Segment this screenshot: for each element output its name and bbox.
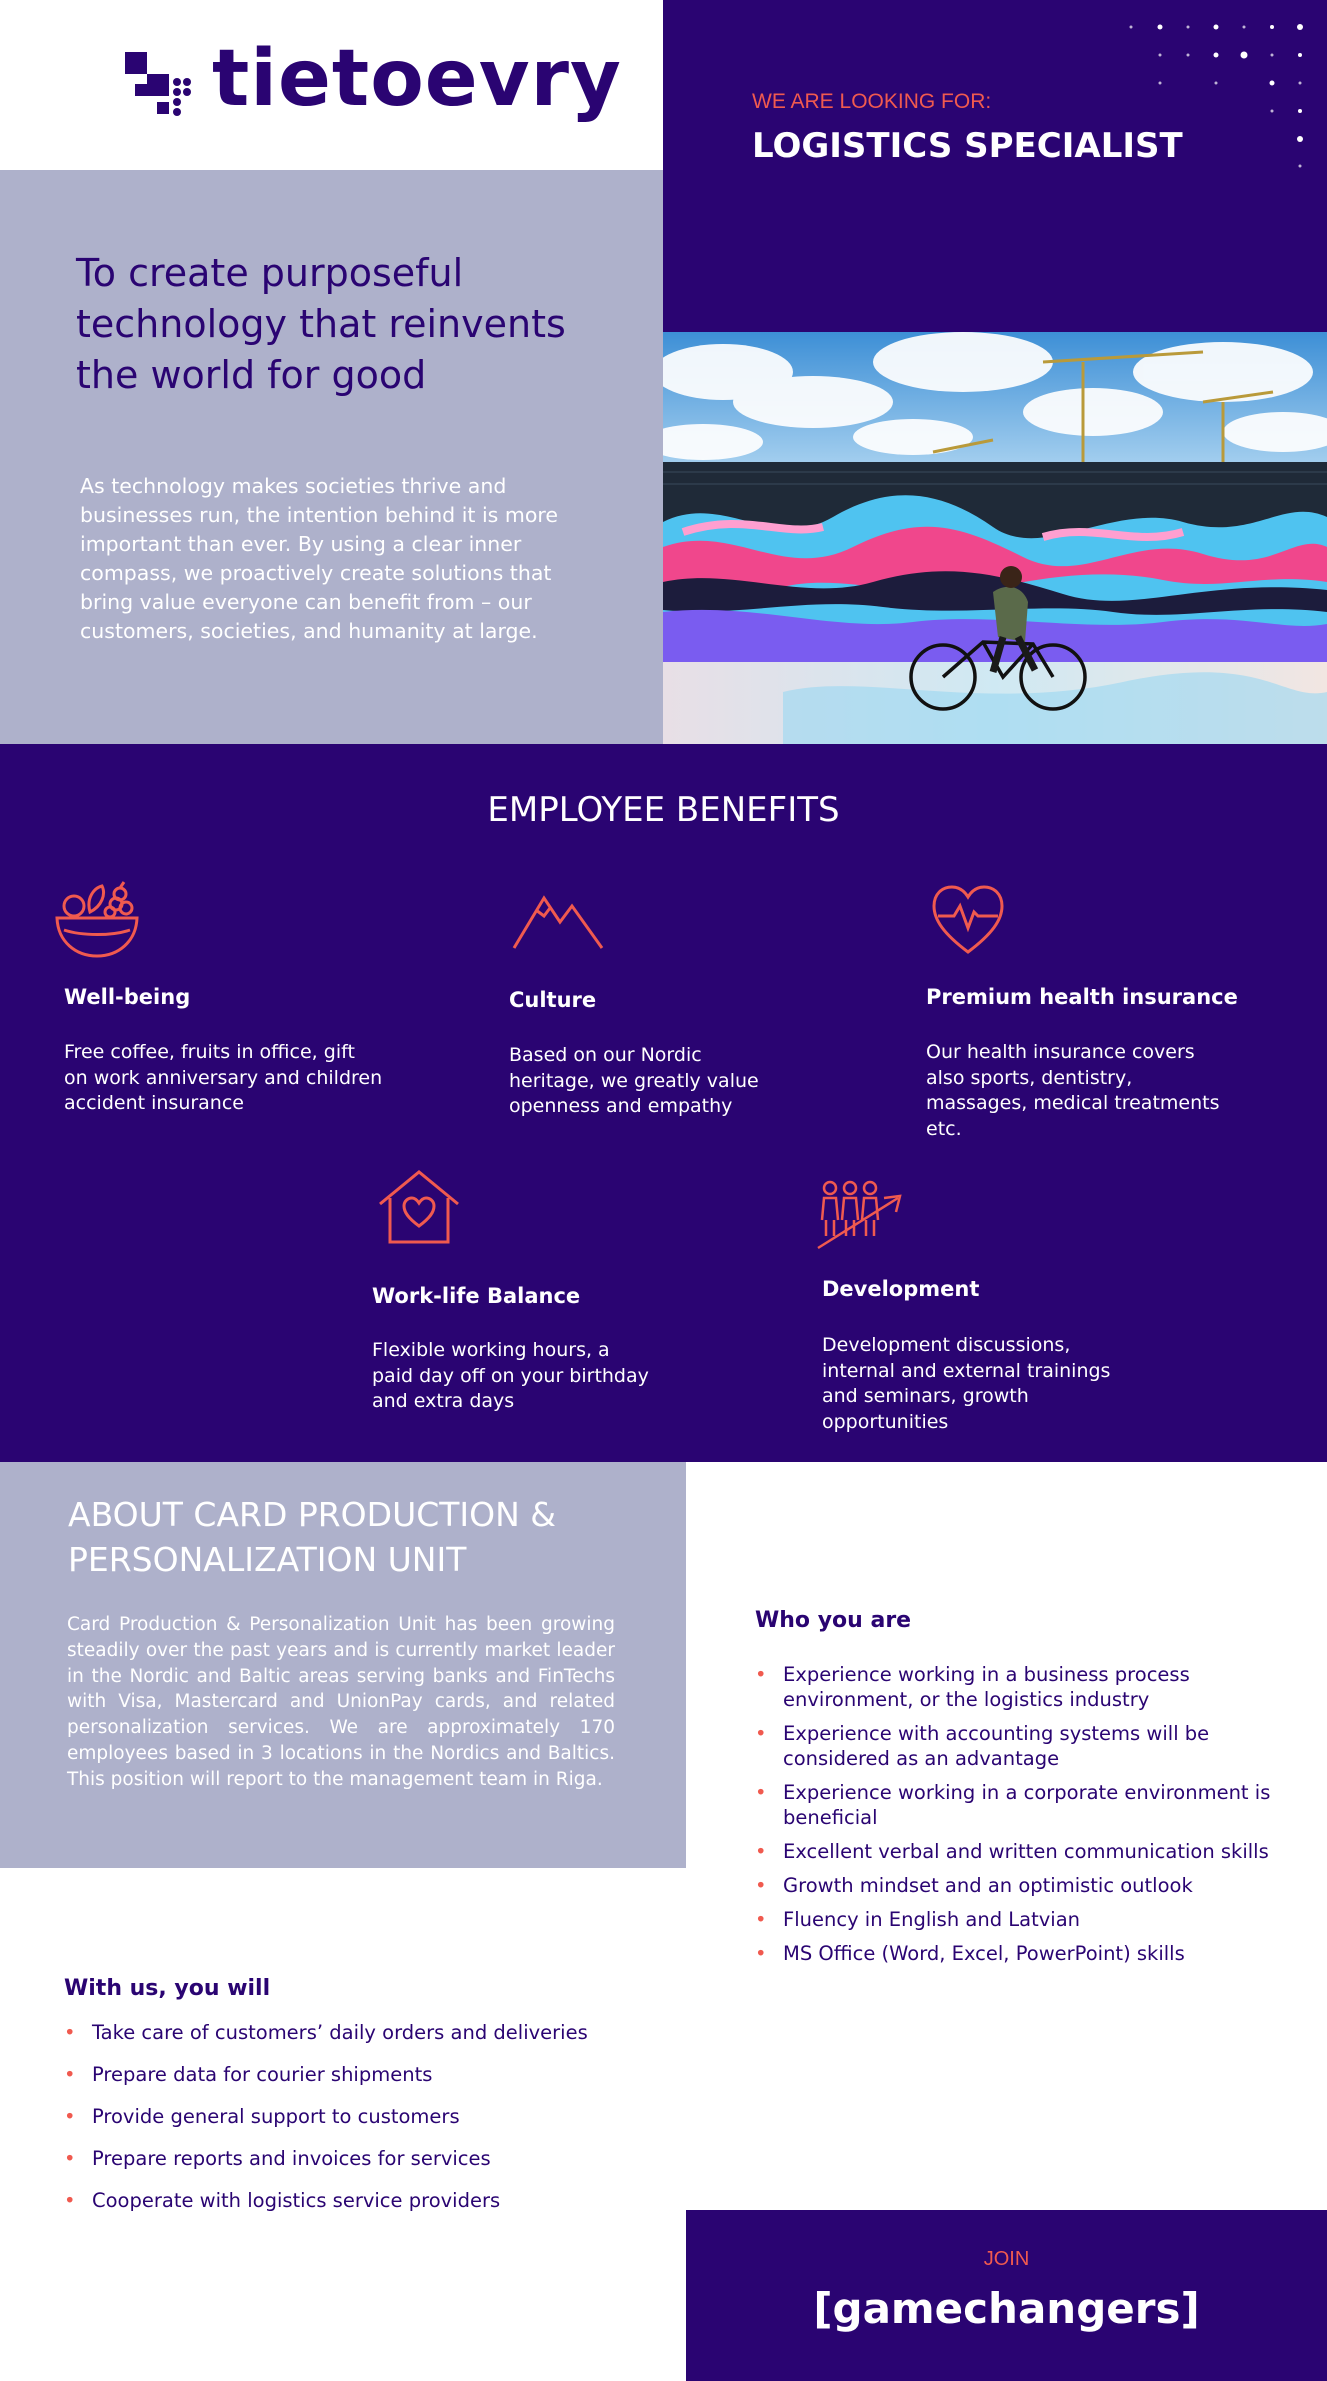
list-item: • MS Office (Word, Excel, PowerPoint) skills (755, 1941, 1275, 1966)
benefit-text-health: Our health insurance covers also sports, dentistry, massages, medical treatments etc. (926, 1041, 1220, 1140)
tietoevry-logo-mark-icon (125, 52, 191, 118)
with-us-title: With us, you will (64, 1976, 271, 2001)
list-item: • Growth mindset and an optimistic outlook (755, 1873, 1275, 1898)
list-item: • Cooperate with logistics service providers (64, 2188, 644, 2214)
who-you-are-title: Who you are (755, 1608, 912, 1633)
tietoevry-logo-text: tietoevry (212, 34, 622, 124)
fruit-bowl-icon (52, 880, 142, 960)
list-item: • Experience working in a corporate environment is beneficial (755, 1780, 1275, 1830)
list-item: • Prepare data for courier shipments (64, 2062, 644, 2088)
benefit-title-worklife: Work-life Balance (372, 1284, 581, 1308)
list-item: • Prepare reports and invoices for services (64, 2146, 644, 2172)
photo-mural-cyclist (663, 332, 1327, 744)
who-you-are-list (755, 1662, 1275, 1975)
heartbeat-icon (930, 884, 1006, 956)
mission-text: As technology makes societies thrive and businesses run, the intention behind it is more important than ever. By using a clear inner compass, we proactively create solutions that bring value everyone can benefit from – our customers, societies, and humanity at large. (80, 474, 558, 643)
looking-for-label: WE ARE LOOKING FOR: (752, 90, 992, 113)
benefit-text-worklife: Flexible working hours, a paid day off on your birthday and extra days (372, 1339, 649, 1412)
benefit-title-health: Premium health insurance (926, 985, 1238, 1009)
list-item: • Excellent verbal and written communication skills (755, 1839, 1275, 1864)
with-us-list (64, 2020, 644, 2230)
about-title: ABOUT CARD PRODUCTION & PERSONALIZATION UNIT (68, 1495, 557, 1579)
benefits-title: EMPLOYEE BENEFITS (487, 790, 840, 830)
benefit-text-wellbeing: Free coffee, fruits in office, gift on work anniversary and children accident insurance (64, 1041, 383, 1114)
list-item: • Provide general support to customers (64, 2104, 644, 2130)
join-gamechangers: [gamechangers] (813, 2284, 1200, 2333)
list-item: • Experience working in a business process environment, or the logistics industry (755, 1662, 1275, 1712)
benefit-title-culture: Culture (509, 988, 597, 1012)
list-item: • Fluency in English and Latvian (755, 1907, 1275, 1932)
benefit-text-development: Development discussions, internal and external trainings and seminars, growth opportunities (822, 1334, 1111, 1433)
decorative-dots-icon (1120, 18, 1320, 178)
about-text: Card Production & Personalization Unit has been growing steadily over the past years and is currently market leader in the Nordic and Baltic areas serving banks and FinTechs with Visa, Mastercard and UnionPay cards, and related personalization services. We are approximately 170 employees based in 3 locations in the Nordics and Baltics. This position will report to the management team in Riga. (67, 1614, 615, 1790)
benefit-title-development: Development (822, 1277, 980, 1301)
benefit-title-wellbeing: Well-being (64, 985, 191, 1009)
house-heart-icon (376, 1168, 462, 1246)
join-label: JOIN (983, 2248, 1030, 2270)
benefit-text-culture: Based on our Nordic heritage, we greatly value openness and empathy (509, 1044, 759, 1117)
job-title: LOGISTICS SPECIALIST (752, 126, 1183, 166)
people-growth-icon (814, 1180, 904, 1252)
list-item: • Take care of customers’ daily orders and deliveries (64, 2020, 644, 2046)
list-item: • Experience with accounting systems will be considered as an advantage (755, 1721, 1275, 1771)
mountain-icon (510, 888, 606, 952)
mission-title: To create purposeful technology that reinvents the world for good (76, 251, 566, 397)
